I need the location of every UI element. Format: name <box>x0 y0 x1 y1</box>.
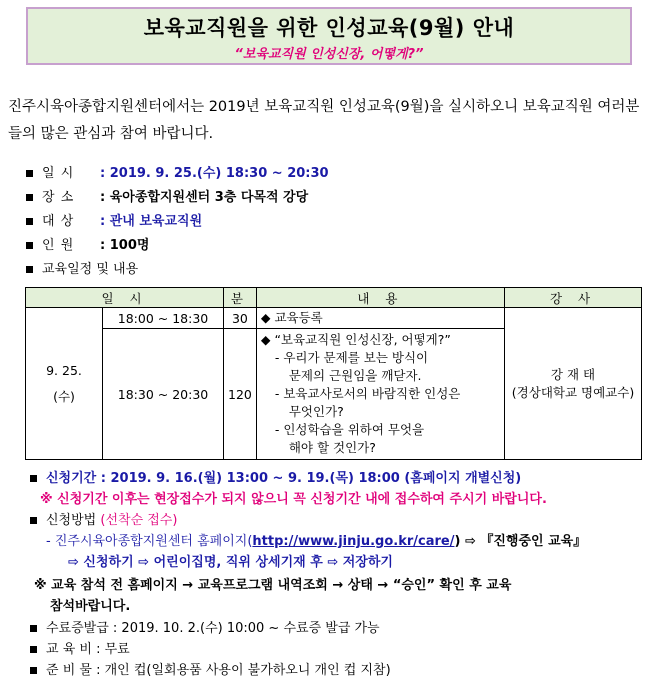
bullet-square-icon <box>30 667 37 674</box>
info-datetime: 일 시 : 2019. 9. 25.(수) 18:30 ~ 20:30 <box>26 165 329 183</box>
apply-method: 신청방법 (선착순 접수) <box>30 512 177 530</box>
row-time: 18:30 ~ 20:30 <box>103 329 224 460</box>
info-venue: 장 소 : 육아종합지원센터 3층 다목적 강당 <box>26 189 308 207</box>
schedule-lecturer: 강 재 태 (경상대학교 명예교수) <box>505 308 642 460</box>
bullet-square-icon <box>30 517 37 524</box>
bullet-square-icon <box>26 170 33 177</box>
schedule-table <box>25 287 642 460</box>
footer-supplies: 준 비 물 : 개인 컵(일회용품 사용이 불가하오니 개인 컵 지참) <box>30 662 391 680</box>
info-target: 대 상 : 관내 보육교직원 <box>26 213 202 231</box>
row-minutes: 120 <box>224 329 257 460</box>
bullet-square-icon <box>30 646 37 653</box>
header-datetime: 일 시 <box>26 288 224 308</box>
schedule-header-row <box>26 288 642 308</box>
info-schedule-heading: 교육일정 및 내용 <box>26 261 138 279</box>
intro-paragraph: 진주시육아종합지원센터에서는 2019년 보육교직원 인성교육(9월)을 실시하오니 보육교직원 여러분들의 많은 관심과 참여 바랍니다. <box>8 99 640 142</box>
bullet-square-icon <box>30 625 37 632</box>
bullet-square-icon <box>26 242 33 249</box>
header-minutes: 분 <box>224 288 257 308</box>
apply-check-notice: ※ 교육 참석 전 홈페이지 → 교육프로그램 내역조회 → 상태 → “승인” 확인 후 교육 <box>34 578 512 593</box>
title-banner <box>26 7 632 65</box>
bullet-square-icon <box>30 475 37 482</box>
row-time: 18:00 ~ 18:30 <box>103 308 224 329</box>
apply-period: 신청기간 : 2019. 9. 16.(월) 13:00 ~ 9. 19.(목) 18:00 (홈페이지 개별신청) <box>30 470 521 488</box>
page-title: 보육교직원을 위한 인성교육(9월) 안내 <box>143 16 515 40</box>
bullet-square-icon <box>26 218 33 225</box>
bullet-square-icon <box>26 194 33 201</box>
apply-method-step1: - 진주시육아종합지원센터 홈페이지(http://www.jinju.go.kr/care/) ⇨ 『진행중인 교육』 <box>46 534 587 549</box>
row-content: ◆ “보육교직원 인성신장, 어떻게?” - 우리가 문제를 보는 방식이 문제의 근원임을 깨닫자. - 보육교사로서의 바람직한 인성은 무엇인가? - 인성학습을 위하여 무엇을 해야 할 것인가? <box>256 329 504 460</box>
footer-fee: 교 육 비 : 무료 <box>30 641 130 659</box>
header-lecturer: 강 사 <box>505 288 642 308</box>
apply-method-step2: ⇨ 신청하기 ⇨ 어린이집명, 직위 상세기재 후 ⇨ 저장하기 <box>68 555 393 570</box>
table-row <box>26 308 642 329</box>
row-content: ◆ 교육등록 <box>256 308 504 329</box>
homepage-link[interactable]: http://www.jinju.go.kr/care/ <box>252 534 455 549</box>
info-capacity: 인 원 : 100명 <box>26 237 149 255</box>
footer-certificate: 수료증발급 : 2019. 10. 2.(수) 10:00 ~ 수료증 발급 가능 <box>30 620 380 638</box>
apply-check-notice-cont: 참석바랍니다. <box>50 599 131 614</box>
page-subtitle: “보육교직원 인성신장, 어떻게?” <box>234 47 424 62</box>
bullet-square-icon <box>26 266 33 273</box>
row-minutes: 30 <box>224 308 257 329</box>
schedule-date: 9. 25. (수) <box>26 308 103 460</box>
apply-notice: ※ 신청기간 이후는 현장접수가 되지 않으니 꼭 신청기간 내에 접수하여 주시기 바랍니다. <box>40 492 547 507</box>
header-content: 내 용 <box>256 288 504 308</box>
